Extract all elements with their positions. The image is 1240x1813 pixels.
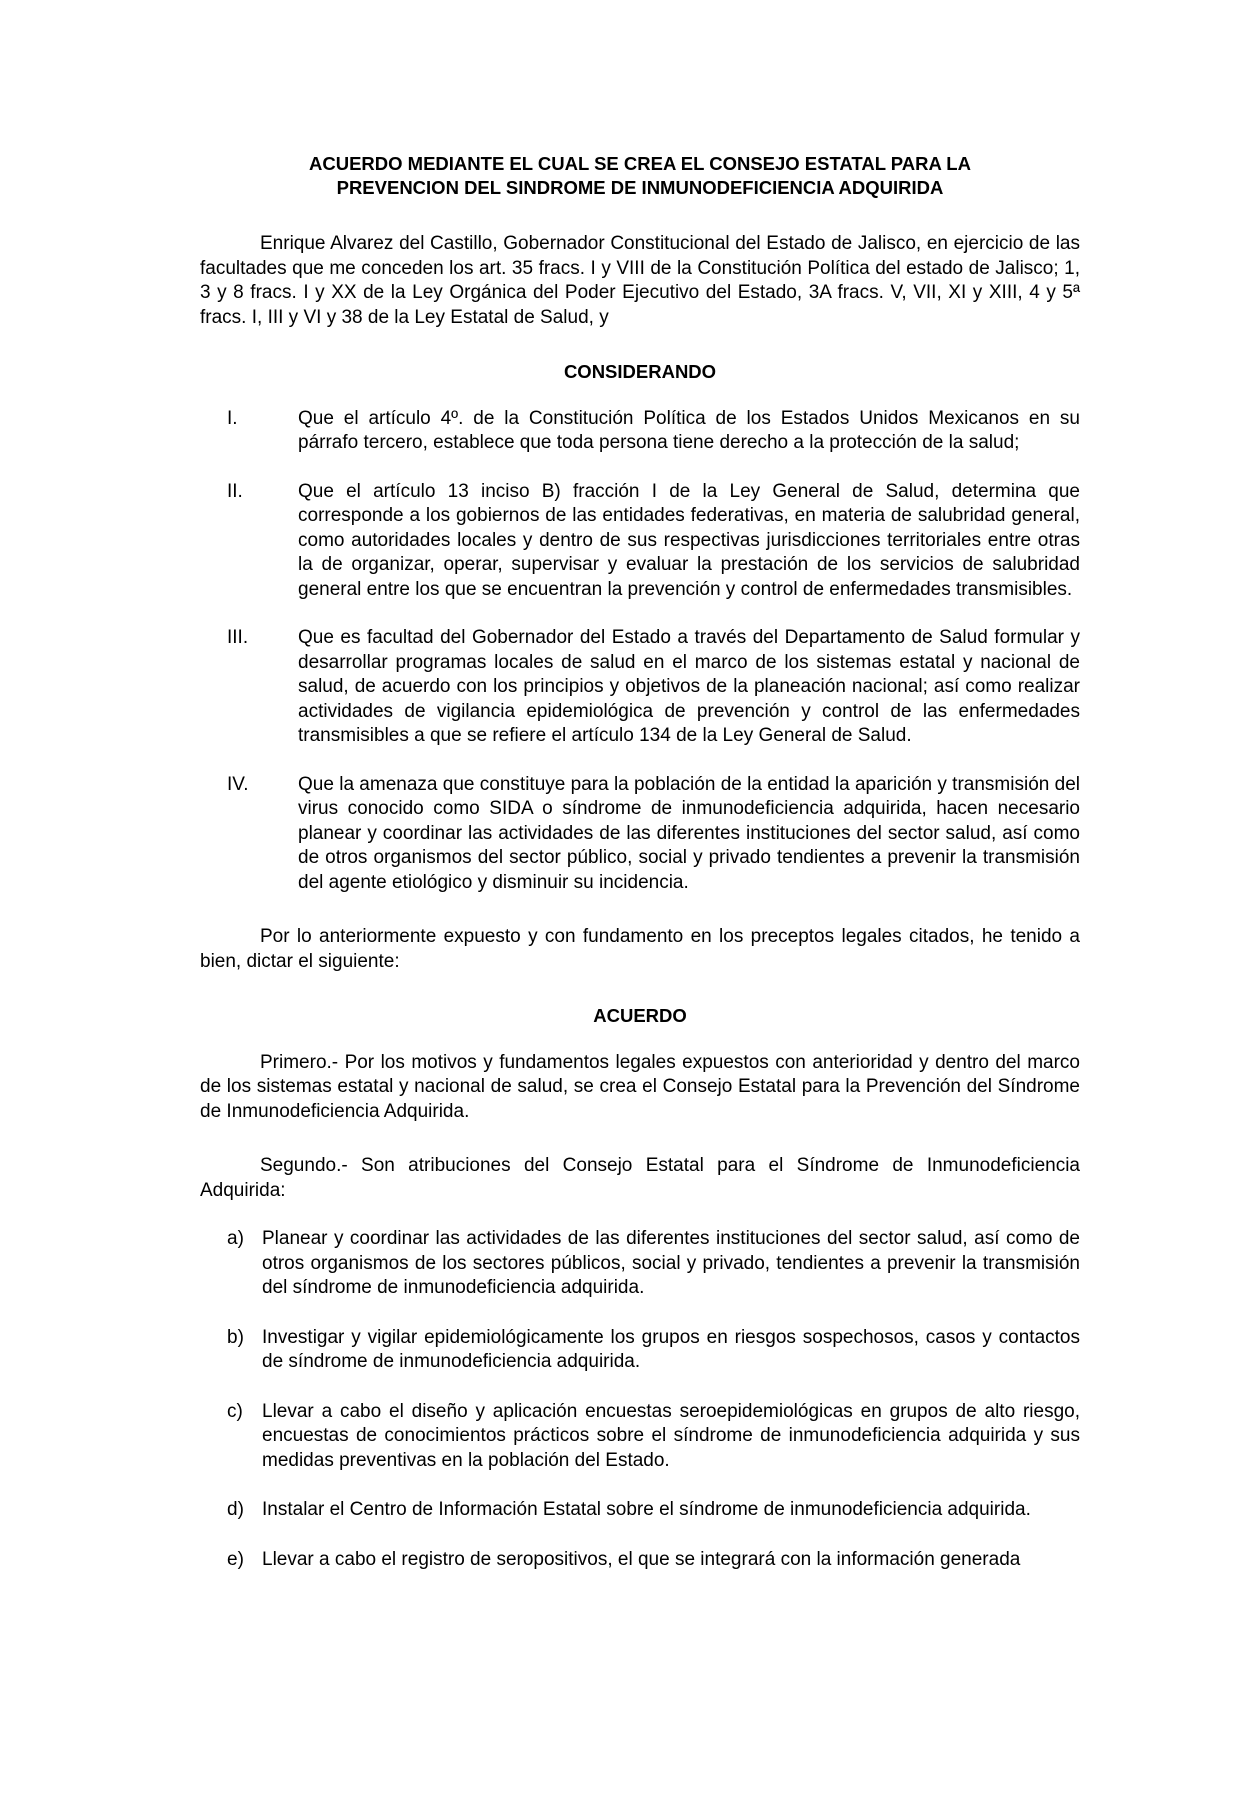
item-text: Llevar a cabo el registro de seropositivos, el que se integrará con la información generada <box>262 1548 1021 1570</box>
clause-number: IV. <box>227 773 249 795</box>
atribucion-item-a <box>200 1227 1080 1301</box>
acuerdo-heading: ACUERDO <box>593 1005 687 1026</box>
atribucion-item-d <box>200 1498 1080 1523</box>
clause-text: Que el artículo 13 inciso B) fracción I de la Ley General de Salud, determina que corresponde a los gobiernos de las entidades federativas, en materia de salubridad general, como autoridades locales y dentro de sus respectivas jurisdicciones territoriales entre otras la de organizar, operar, supervisar y evaluar la prestación de los servicios de salubridad general entre los que se encuentran la prevención y control de enfermedades transmisibles. <box>298 480 1080 600</box>
item-letter: a) <box>227 1228 244 1249</box>
item-text: Investigar y vigilar epidemiológicamente los grupos en riesgos sospechosos, casos y contactos de síndrome de inmunodeficiencia adquirida. <box>262 1326 1080 1372</box>
considerando-heading: CONSIDERANDO <box>563 361 717 382</box>
preamble-paragraph: Enrique Alvarez del Castillo, Gobernador Constitucional del Estado de Jalisco, en ejercicio de las facultades que me conceden los art. 35 fracs. I y VIII de la Constitución Política del estado de Jalisco; 1, 3 y 8 fracs. I y XX de la Ley Orgánica del Poder Ejecutivo del Estado, 3A fracs. V, VII, XI y XIII, 4 y 5ª fracs. I, III y VI y 38 de la Ley Estatal de Salud, y <box>200 233 1080 328</box>
title-line-1: ACUERDO MEDIANTE EL CUAL SE CREA EL CONSEJO ESTATAL PARA LA <box>309 153 971 174</box>
atribucion-item-c <box>200 1400 1080 1474</box>
atribucion-item-e <box>200 1548 1080 1573</box>
clause-number: II. <box>227 480 243 502</box>
clause-text: Que es facultad del Gobernador del Estado a través del Departamento de Salud formular y desarrollar programas locales de salud en el marco de los sistemas estatal y nacional de salud, de acuerdo con los principios y objetivos de la planeación nacional; así como realizar actividades de vigilancia epidemiológica de prevención y control de las enfermedades transmisibles a que se refiere el artículo 134 de la Ley General de Salud. <box>298 627 1080 746</box>
item-letter: b) <box>227 1326 244 1348</box>
item-letter: d) <box>227 1499 244 1520</box>
item-text: Instalar el Centro de Información Estatal sobre el síndrome de inmunodeficiencia adquirida. <box>262 1499 1031 1520</box>
document-body <box>200 152 1080 1597</box>
clause-number: I. <box>227 407 238 429</box>
segundo-paragraph: Segundo.- Son atribuciones del Consejo Estatal para el Síndrome de Inmunodeficiencia Adquirida: <box>200 1155 1080 1201</box>
item-text: Llevar a cabo el diseño y aplicación encuestas seroepidemiológicas en grupos de alto riesgo, encuestas de conocimientos prácticos sobre el síndrome de inmunodeficiencia adquirida y sus medidas preventivas en la población del Estado. <box>262 1400 1080 1471</box>
clause-text: Que el artículo 4º. de la Constitución Política de los Estados Unidos Mexicanos en su párrafo tercero, establece que toda persona tiene derecho a la protección de la salud; <box>298 407 1080 453</box>
considerando-clause-2 <box>200 480 1080 603</box>
primero-paragraph: Primero.- Por los motivos y fundamentos legales expuestos con anterioridad y dentro del marco de los sistemas estatal y nacional de salud, se crea el Consejo Estatal para la Prevención del Síndrome de Inmunodeficiencia Adquirida. <box>200 1051 1080 1122</box>
clause-text: Que la amenaza que constituye para la población de la entidad la aparición y transmisión del virus conocido como SIDA o síndrome de inmunodeficiencia adquirida, hacen necesario planear y coordinar las actividades de las diferentes instituciones del sector salud, así como de otros organismos del sector público, social y privado tendientes a prevenir la transmisión del agente etiológico y disminuir su incidencia. <box>298 773 1080 893</box>
item-text: Planear y coordinar las actividades de las diferentes instituciones del sector salud, así como de otros organismos de los sectores públicos, social y privado, tendientes a prevenir la transmisión del síndrome de inmunodeficiencia adquirida. <box>262 1228 1080 1298</box>
considerando-clause-1 <box>200 407 1080 456</box>
considerando-clause-3 <box>200 626 1080 749</box>
item-letter: e) <box>227 1548 244 1570</box>
document-title <box>200 152 1080 200</box>
item-letter: c) <box>227 1400 243 1422</box>
title-line-2: PREVENCION DEL SINDROME DE INMUNODEFICIENCIA ADQUIRIDA <box>336 177 944 198</box>
atribucion-item-b <box>200 1326 1080 1375</box>
clause-number: III. <box>227 627 249 648</box>
considerando-clause-4 <box>200 773 1080 896</box>
por-lo-expuesto-paragraph: Por lo anteriormente expuesto y con fundamento en los preceptos legales citados, he tenido a bien, dictar el siguiente: <box>200 926 1080 972</box>
